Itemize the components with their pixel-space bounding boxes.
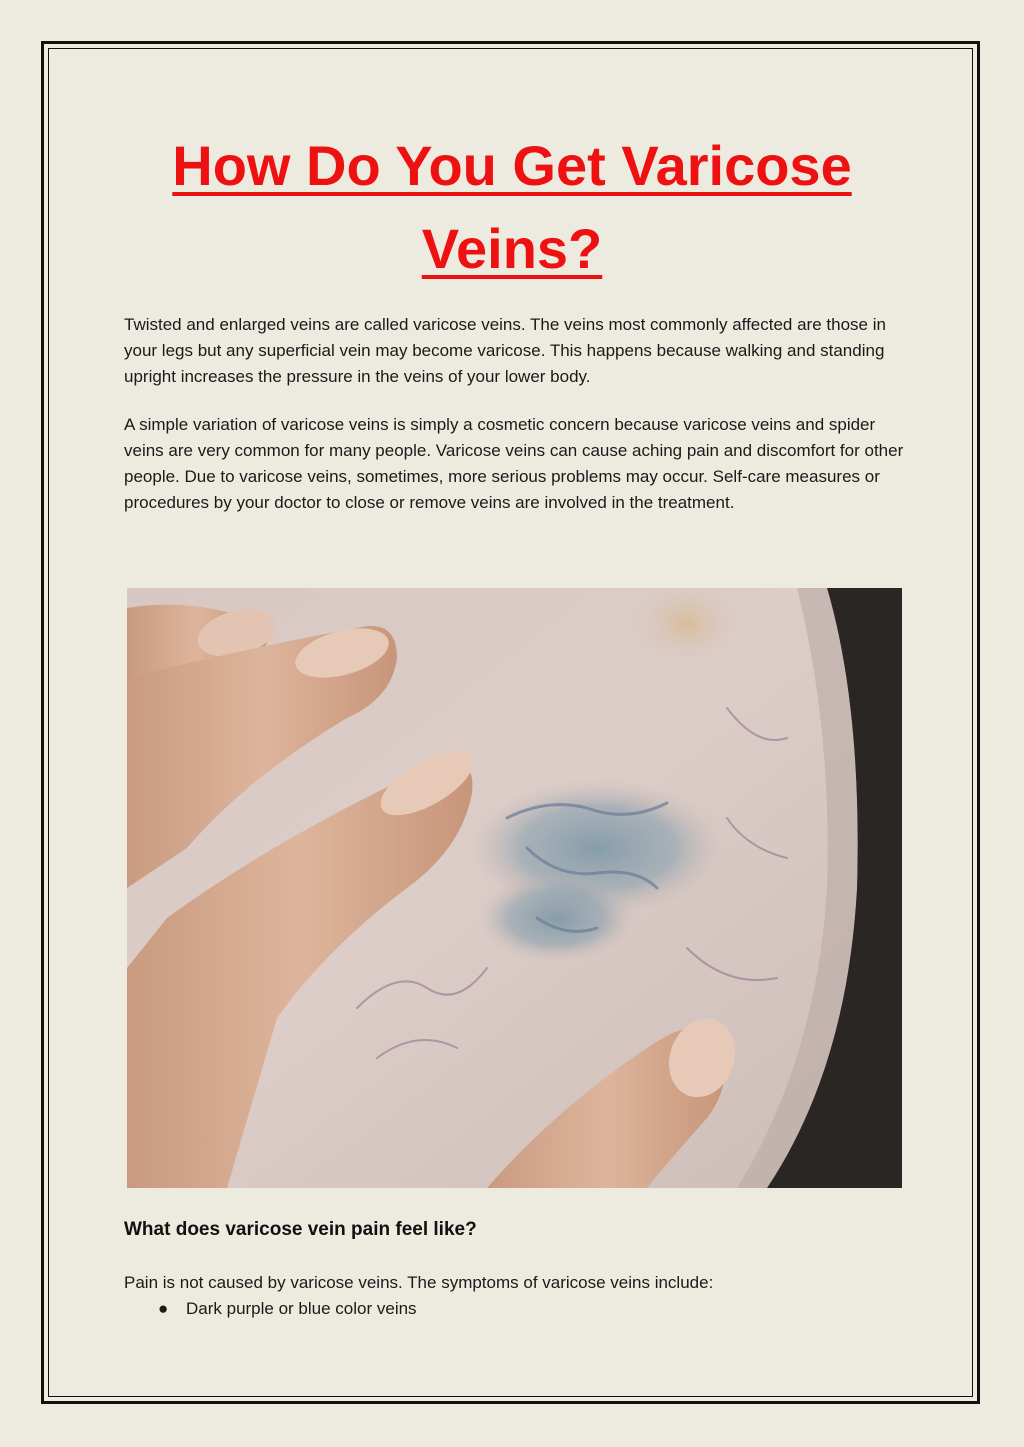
list-item-text: Dark purple or blue color veins	[186, 1299, 417, 1318]
intro-paragraph: Twisted and enlarged veins are called varicose veins. The veins most commonly affected are those in your legs but any superficial vein may become varicose. This happens because walking and standing upright increases the pressure in the veins of your lower body.	[124, 315, 886, 386]
section-heading: What does varicose vein pain feel like?	[124, 1219, 477, 1240]
symptoms-intro: Pain is not caused by varicose veins. The symptoms of varicose veins include:	[124, 1273, 714, 1292]
bullet-marker: ●	[158, 1299, 169, 1318]
symptoms-list	[124, 1296, 417, 1322]
varicose-veins-photo	[127, 588, 902, 1188]
article-title: How Do You Get Varicose Veins?	[172, 134, 852, 280]
cosmetic-concern-paragraph: A simple variation of varicose veins is simply a cosmetic concern because varicose veins and spider veins are very common for many people. Varicose veins can cause aching pain and discomfort for other people. Due to varicose veins, sometimes, more serious problems may occur. Self-care measures or procedures by your doctor to close or remove veins are involved in the treatment.	[124, 415, 904, 512]
list-item	[124, 1296, 417, 1322]
